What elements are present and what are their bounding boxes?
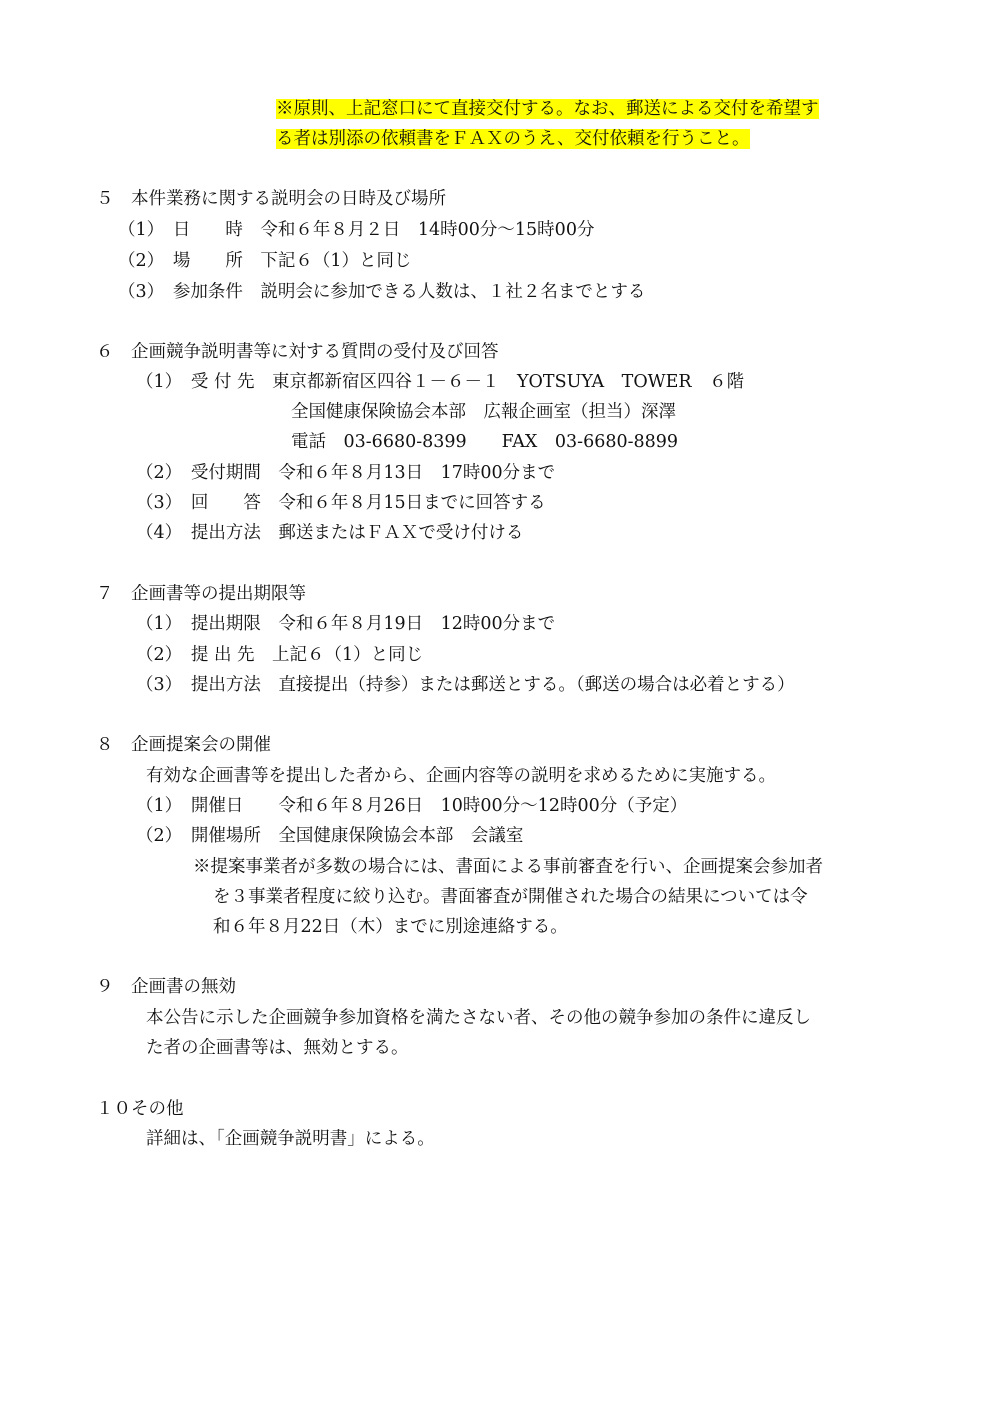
section-7-title: ７ 企画書等の提出期限等 bbox=[96, 584, 306, 604]
section-8-note-line-3: 和６年８月22日（木）までに別途連絡する。 bbox=[213, 917, 568, 937]
section-9-text-1: 本公告に示した企画競争参加資格を満たさない者、その他の競争参加の条件に違反し bbox=[146, 1008, 811, 1028]
section-8-title: ８ 企画提案会の開催 bbox=[96, 735, 271, 755]
section-10-text: 詳細は、「企画競争説明書」による。 bbox=[146, 1129, 435, 1149]
section-5-item-2: （2） 場 所 下記６（1）と同じ bbox=[118, 251, 412, 271]
section-8-intro: 有効な企画書等を提出した者から、企画内容等の説明を求めるために実施する。 bbox=[146, 766, 776, 786]
section-9-text-2: た者の企画書等は、無効とする。 bbox=[146, 1038, 409, 1058]
section-6-item-4: （4） 提出方法 郵送またはＦＡＸで受け付ける bbox=[136, 523, 524, 543]
section-9-title: ９ 企画書の無効 bbox=[96, 977, 236, 997]
section-7-item-1: （1） 提出期限 令和６年８月19日 12時00分まで bbox=[136, 614, 556, 634]
section-5-item-3: （3） 参加条件 説明会に参加できる人数は、１社２名までとする bbox=[118, 282, 646, 302]
section-7-item-2: （2） 提 出 先 上記６（1）と同じ bbox=[136, 645, 424, 665]
section-6-item-1-dept: 全国健康保険協会本部 広報企画室（担当）深澤 bbox=[291, 402, 676, 422]
section-8-item-2: （2） 開催場所 全国健康保険協会本部 会議室 bbox=[136, 826, 524, 846]
section-8-item-1: （1） 開催日 令和６年８月26日 10時00分～12時00分（予定） bbox=[136, 796, 688, 816]
section-6-item-1: （1） 受 付 先 東京都新宿区四谷１－６－１ YOTSUYA TOWER ６階 bbox=[136, 372, 745, 392]
section-6-item-2: （2） 受付期間 令和６年８月13日 17時00分まで bbox=[136, 463, 556, 483]
section-5-item-1: （1） 日 時 令和６年８月２日 14時00分～15時00分 bbox=[118, 220, 595, 240]
section-10-title: １０その他 bbox=[96, 1099, 184, 1119]
note-line-1: ※原則、上記窓口にて直接交付する。なお、郵送による交付を希望す bbox=[276, 99, 819, 119]
section-6-item-1-contact: 電話 03-6680-8399 FAX 03-6680-8899 bbox=[291, 432, 679, 452]
section-7-item-3: （3） 提出方法 直接提出（持参）または郵送とする。（郵送の場合は必着とする） bbox=[136, 675, 795, 695]
note-line-2: る者は別添の依頼書をＦＡＸのうえ、交付依頼を行うこと。 bbox=[276, 129, 750, 149]
section-8-note-line-1: ※提案事業者が多数の場合には、書面による事前審査を行い、企画提案会参加者 bbox=[193, 857, 823, 877]
section-6-item-3: （3） 回 答 令和６年８月15日までに回答する bbox=[136, 493, 546, 513]
section-6-title: ６ 企画競争説明書等に対する質問の受付及び回答 bbox=[96, 342, 499, 362]
section-8-note-line-2: を３事業者程度に絞り込む。書面審査が開催された場合の結果については令 bbox=[213, 887, 808, 907]
section-5-title: ５ 本件業務に関する説明会の日時及び場所 bbox=[96, 189, 446, 209]
